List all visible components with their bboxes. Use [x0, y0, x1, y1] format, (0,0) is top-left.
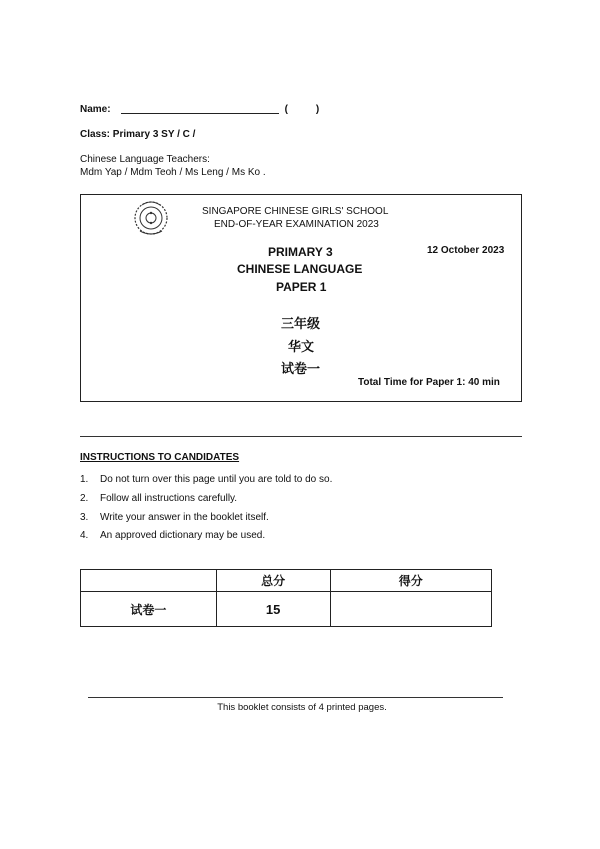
table-header-blank: [81, 570, 217, 592]
score-table-header-row: [81, 570, 492, 592]
subject-title: CHINESE LANGUAGE: [237, 262, 363, 276]
school-name: SINGAPORE CHINESE GIRLS' SCHOOL: [202, 206, 389, 217]
row-score-blank: [330, 592, 491, 627]
level-title: PRIMARY 3: [268, 245, 333, 259]
instruction-item: 3. Write your answer in the booklet itself.: [80, 512, 269, 523]
name-blank-line: [121, 113, 279, 114]
teachers-names: Mdm Yap / Mdm Teoh / Ms Leng / Ms Ko .: [80, 167, 266, 178]
table-header-total: 总分: [216, 570, 330, 592]
instructions-title: INSTRUCTIONS TO CANDIDATES: [80, 452, 240, 463]
instruction-item: 1. Do not turn over this page until you are told to do so.: [80, 474, 333, 485]
register-number-open: (: [284, 104, 288, 115]
chinese-subject-title: 华文: [288, 340, 315, 355]
exam-name: END-OF-YEAR EXAMINATION 2023: [214, 219, 379, 230]
name-field-row: [80, 104, 319, 115]
register-number-close: ): [315, 104, 320, 115]
footer-note: This booklet consists of 4 printed pages.: [217, 702, 387, 713]
score-table: [80, 569, 492, 627]
footer-divider: [88, 697, 503, 698]
total-time: Total Time for Paper 1: 40 min: [358, 377, 500, 388]
exam-date: 12 October 2023: [427, 245, 505, 256]
chinese-paper-title: 试卷一: [281, 362, 321, 377]
table-row: [81, 592, 492, 627]
row-total-marks: 15: [216, 592, 330, 627]
class-label: Class: Primary 3 SY / C /: [80, 129, 196, 140]
teachers-label: Chinese Language Teachers:: [80, 154, 210, 165]
instruction-item: 2. Follow all instructions carefully.: [80, 493, 238, 504]
section-divider: [80, 436, 522, 437]
instruction-item: 4. An approved dictionary may be used.: [80, 530, 266, 541]
table-header-score: 得分: [330, 570, 491, 592]
school-crest-icon: [132, 199, 170, 237]
paper-title: PAPER 1: [276, 280, 327, 294]
name-label: Name:: [80, 104, 111, 115]
chinese-level-title: 三年级: [281, 317, 321, 332]
row-paper-label: 试卷一: [81, 592, 217, 627]
